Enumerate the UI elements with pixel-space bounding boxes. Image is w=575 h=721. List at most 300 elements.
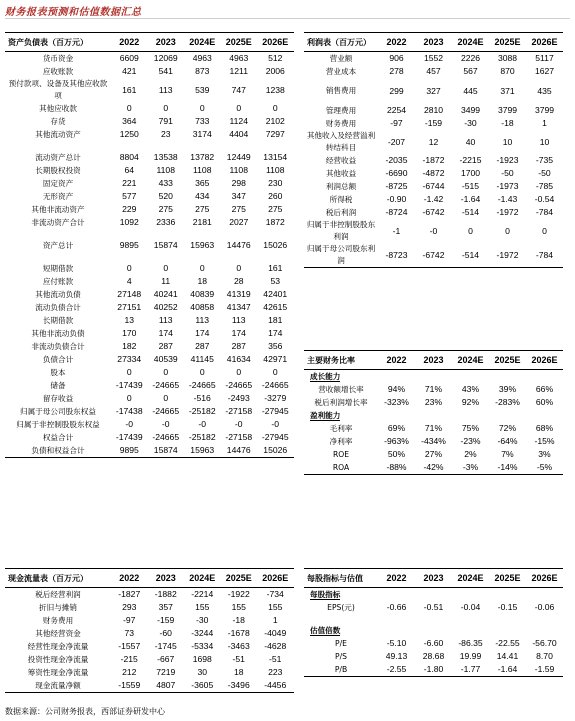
value-cell: 287 (195, 341, 210, 351)
value-cell: 18 (197, 276, 208, 286)
row-label: 长期股权投资 (35, 166, 81, 175)
value-cell: 113 (158, 315, 173, 325)
ratios-grid (304, 350, 563, 474)
value-cell: 15874 (153, 445, 178, 455)
subsection-label: 盈利能力 (310, 411, 341, 420)
value-cell: -1872 (422, 155, 445, 165)
year-header: 2024E (452, 569, 489, 588)
table-row (304, 461, 563, 474)
value-cell: -2214 (191, 589, 214, 599)
value-cell: 170 (122, 328, 137, 338)
table-row (5, 203, 294, 216)
value-cell: 8804 (119, 152, 139, 162)
year-header: 2022 (378, 351, 415, 370)
value-cell: -14% (497, 462, 518, 472)
title-divider (5, 18, 570, 19)
row-label: 财务费用 (42, 616, 74, 625)
value-cell: 357 (158, 602, 173, 612)
row-label: 其他应收款 (39, 104, 77, 113)
value-cell: -64% (497, 436, 518, 446)
value-cell: -1882 (154, 589, 177, 599)
year-header: 2026E (526, 33, 563, 52)
value-cell: 10 (539, 136, 550, 147)
value-cell: 365 (195, 178, 210, 188)
value-cell: -0.51 (423, 602, 444, 612)
table-row (5, 366, 294, 379)
value-cell: -784 (535, 249, 554, 260)
subsection-row (304, 370, 563, 384)
report-title: 财务报表预测和估值数据汇总 (5, 7, 142, 18)
row-label: P/B (334, 665, 348, 674)
value-cell: 299 (389, 86, 404, 96)
income-bottom-rule (304, 267, 563, 268)
value-cell: -22.55 (495, 638, 520, 648)
value-cell: 41634 (226, 354, 251, 364)
table-row (304, 383, 563, 396)
value-cell: 421 (122, 66, 137, 76)
value-cell: -667 (157, 654, 175, 664)
row-label: 利润总额 (325, 182, 357, 191)
value-cell: 2181 (192, 217, 212, 227)
table-row (304, 435, 563, 448)
value-cell: 15963 (190, 240, 215, 250)
table-row (5, 239, 294, 252)
table-row (304, 663, 563, 676)
balance-grid (5, 32, 294, 457)
row-label: 储备 (50, 381, 66, 390)
table-row (5, 115, 294, 128)
value-cell: -6742 (422, 207, 445, 217)
table-row (5, 340, 294, 353)
value-cell: -0.06 (534, 602, 555, 612)
value-cell: -963% (384, 436, 409, 446)
value-cell: 73 (124, 628, 135, 638)
row-label: 归属于母公司股东利润 (306, 244, 376, 265)
table-row (304, 219, 563, 243)
value-cell: 12449 (226, 152, 251, 162)
value-cell: -4456 (264, 680, 287, 690)
value-cell: 9895 (119, 445, 139, 455)
value-cell: -159 (157, 615, 175, 625)
year-header: 2022 (378, 33, 415, 52)
value-cell: -1.80 (423, 664, 444, 674)
table-row (304, 193, 563, 206)
value-cell: -15% (534, 436, 555, 446)
value-cell: 42401 (263, 289, 288, 299)
value-cell: 0 (126, 367, 132, 377)
value-cell: -1922 (227, 589, 250, 599)
value-cell: 287 (231, 341, 246, 351)
value-cell: -3279 (264, 393, 287, 403)
value-cell: 7297 (265, 129, 285, 139)
value-cell: -283% (495, 397, 520, 407)
subsection-heading (304, 588, 563, 602)
value-cell: -50 (538, 168, 551, 178)
year-header: 2025E (489, 33, 526, 52)
value-cell: 4404 (229, 129, 249, 139)
value-cell: -0 (271, 419, 280, 429)
value-cell: 12069 (153, 53, 178, 63)
table-row (5, 392, 294, 405)
value-cell: 347 (231, 191, 246, 201)
value-cell: 181 (268, 315, 283, 325)
value-cell: 64 (124, 165, 135, 175)
value-cell: 3799 (534, 105, 555, 115)
subsection-heading (304, 624, 563, 637)
table-row (5, 65, 294, 78)
value-cell: 41319 (226, 289, 251, 299)
value-cell: 3% (538, 449, 551, 459)
value-cell: -1.77 (460, 664, 481, 674)
value-cell: 161 (268, 263, 283, 273)
row-label: EPS(元) (327, 603, 355, 612)
value-cell: -1972 (496, 249, 519, 260)
value-cell: -3463 (227, 641, 250, 651)
value-cell: 2% (464, 449, 477, 459)
table-row (5, 666, 294, 679)
table-row (5, 151, 294, 164)
value-cell: -159 (424, 118, 443, 128)
spacer-cell (5, 141, 294, 151)
value-cell: 1700 (460, 168, 481, 178)
value-cell: -25182 (188, 406, 216, 416)
value-cell: -27945 (261, 406, 289, 416)
value-cell: -6690 (385, 168, 408, 178)
row-label: 筹资性现金净流量 (27, 668, 89, 677)
ratios-header-row (304, 351, 563, 370)
value-cell: 182 (122, 341, 137, 351)
year-header: 2025E (489, 569, 526, 588)
value-cell: -0 (234, 419, 243, 429)
table-row (5, 444, 294, 457)
value-cell: -24665 (152, 380, 180, 390)
year-header: 2022 (111, 569, 148, 588)
table-row (304, 117, 563, 130)
value-cell: -0.15 (497, 602, 518, 612)
value-cell: 71% (424, 384, 443, 394)
value-cell: 174 (158, 328, 173, 338)
value-cell: 2027 (229, 217, 249, 227)
table-row (304, 78, 563, 104)
value-cell: 577 (122, 191, 137, 201)
value-cell: -17439 (115, 380, 143, 390)
value-cell: 2254 (386, 105, 407, 115)
value-cell: 0 (199, 263, 205, 273)
value-cell: 75% (461, 423, 480, 433)
value-cell: 53 (270, 276, 281, 286)
table-row (5, 353, 294, 366)
value-cell: 15874 (153, 240, 178, 250)
value-cell: 1872 (265, 217, 285, 227)
row-label: 净利率 (329, 437, 353, 446)
cashflow-header-row (5, 569, 294, 588)
value-cell: -1.64 (460, 194, 481, 204)
row-label: 折旧与摊销 (39, 603, 77, 612)
value-cell: 1552 (423, 53, 444, 63)
table-row (5, 216, 294, 229)
value-cell: 873 (195, 66, 210, 76)
subsection-heading (304, 370, 563, 384)
value-cell: 19.99 (459, 651, 482, 661)
value-cell: 50% (387, 449, 406, 459)
value-cell: -8724 (385, 207, 408, 217)
value-cell: -1.64 (497, 664, 518, 674)
row-label: 毛利率 (329, 424, 353, 433)
row-label: 流动资产总计 (35, 153, 81, 162)
value-cell: 4807 (156, 680, 176, 690)
value-cell: 0 (199, 367, 205, 377)
value-cell: 40241 (153, 289, 178, 299)
value-cell: -2215 (459, 155, 482, 165)
value-cell: 15026 (263, 445, 288, 455)
value-cell: -0 (125, 419, 134, 429)
value-cell: -25182 (188, 432, 216, 442)
value-cell: 13782 (190, 152, 215, 162)
value-cell: -24665 (261, 380, 289, 390)
year-header: 2024E (184, 569, 221, 588)
table-row (5, 52, 294, 66)
value-cell: -3496 (227, 680, 250, 690)
value-cell: 41347 (226, 302, 251, 312)
value-cell: -1.42 (423, 194, 444, 204)
value-cell: 733 (195, 116, 210, 126)
value-cell: 39% (498, 384, 517, 394)
row-label: 归属于母公司股东权益 (20, 407, 96, 416)
row-label: 其他流动资产 (35, 130, 81, 139)
value-cell: 2102 (265, 116, 285, 126)
spacer-row (5, 252, 294, 262)
year-header: 2026E (257, 569, 294, 588)
year-header: 2026E (257, 33, 294, 52)
value-cell: 1108 (266, 165, 285, 175)
spacer-row (5, 229, 294, 239)
value-cell: 1124 (229, 116, 248, 126)
row-label: 货币资金 (42, 54, 74, 63)
value-cell: -215 (120, 654, 138, 664)
value-cell: -27945 (261, 432, 289, 442)
table-row (304, 650, 563, 663)
value-cell: 0 (126, 263, 132, 273)
value-cell: -1678 (227, 628, 250, 638)
year-header: 2025E (221, 33, 258, 52)
row-label: 其他收益 (325, 169, 357, 178)
value-cell: 174 (195, 328, 210, 338)
table-row (5, 288, 294, 301)
value-cell: 174 (231, 328, 246, 338)
table-row (304, 396, 563, 409)
subsection-heading (304, 409, 563, 422)
row-label: 投资性现金净流量 (27, 655, 89, 664)
table-row (5, 627, 294, 640)
table-row (304, 637, 563, 650)
row-label: ROA (332, 463, 350, 472)
value-cell: 1108 (156, 165, 175, 175)
value-cell: 567 (463, 66, 478, 76)
value-cell: 3799 (497, 105, 518, 115)
value-cell: 23 (160, 129, 171, 139)
value-cell: 433 (158, 178, 173, 188)
spacer-cell (5, 252, 294, 262)
value-cell: -30 (464, 118, 477, 128)
table-row (304, 601, 563, 614)
subsection-label: 估值倍数 (310, 626, 341, 635)
value-cell: -2.55 (386, 664, 407, 674)
table-row (304, 180, 563, 193)
table-row (5, 327, 294, 340)
table-row (5, 640, 294, 653)
row-label: 其他非流动负债 (31, 329, 85, 338)
value-cell: 791 (158, 116, 173, 126)
income-header-row (304, 33, 563, 52)
value-cell: 230 (268, 178, 283, 188)
value-cell: 1 (542, 118, 547, 128)
income-statement-table (304, 32, 563, 268)
value-cell: -5.10 (386, 638, 407, 648)
value-cell: -207 (387, 136, 406, 147)
row-label: 权益合计 (42, 433, 74, 442)
value-cell: -17439 (115, 432, 143, 442)
value-cell: 1108 (229, 165, 248, 175)
row-label: 所得税 (329, 195, 353, 204)
value-cell: -30 (196, 615, 209, 625)
ratios-header-label: 主要财务比率 (304, 351, 378, 370)
year-header: 2025E (489, 351, 526, 370)
row-label: 负债合计 (42, 355, 74, 364)
balance-bottom-rule (5, 457, 294, 458)
value-cell: -23% (460, 436, 481, 446)
value-cell: 43% (461, 384, 480, 394)
table-row (5, 301, 294, 314)
row-label: 营收额增长率 (318, 385, 364, 394)
value-cell: -27158 (225, 406, 253, 416)
value-cell: -1973 (496, 181, 519, 191)
value-cell: 69% (387, 423, 406, 433)
value-cell: -0.66 (386, 602, 407, 612)
table-row (5, 614, 294, 627)
value-cell: -0.90 (386, 194, 407, 204)
value-cell: 7219 (156, 667, 176, 677)
value-cell: 113 (158, 84, 173, 95)
row-label: 管理费用 (325, 106, 357, 115)
value-cell: -5% (536, 462, 553, 472)
row-label: 其他非流动资产 (31, 205, 85, 214)
value-cell: 4963 (192, 53, 212, 63)
value-cell: -4628 (264, 641, 287, 651)
value-cell: 2226 (460, 53, 481, 63)
value-cell: -6.60 (423, 638, 444, 648)
value-cell: 2006 (265, 66, 285, 76)
value-cell: -24665 (188, 380, 216, 390)
value-cell: 41145 (190, 354, 214, 364)
value-cell: -515 (461, 181, 480, 191)
year-header: 2023 (415, 351, 452, 370)
spacer-cell (304, 614, 563, 624)
value-cell: 8.70 (536, 651, 553, 661)
table-row (5, 190, 294, 203)
value-cell: -1559 (118, 680, 141, 690)
value-cell: -784 (535, 207, 554, 217)
table-row (5, 588, 294, 602)
value-cell: -18 (232, 615, 245, 625)
row-label: 留存收益 (42, 394, 74, 403)
value-cell: 1092 (119, 217, 139, 227)
row-label: 长期借款 (42, 316, 74, 325)
table-row (5, 164, 294, 177)
value-cell: 13 (124, 315, 135, 325)
row-label: 归属于非控制股股东权益 (16, 419, 100, 429)
row-label: 固定资产 (42, 179, 74, 188)
table-row (5, 314, 294, 327)
pershare-grid (304, 568, 563, 676)
table-row (304, 65, 563, 78)
value-cell: -323% (384, 397, 409, 407)
value-cell: 4963 (229, 53, 249, 63)
value-cell: -1745 (154, 641, 177, 651)
value-cell: 14476 (226, 240, 251, 250)
value-cell: -2493 (227, 393, 250, 403)
value-cell: -0 (161, 419, 170, 429)
table-row (5, 379, 294, 392)
value-cell: 11 (161, 276, 171, 286)
value-cell: -434% (421, 436, 446, 446)
subsection-label: 每股指标 (310, 590, 341, 599)
row-label: 无形资产 (42, 192, 74, 201)
value-cell: 435 (537, 86, 552, 96)
value-cell: -24665 (152, 406, 180, 416)
cashflow-bottom-rule (5, 692, 294, 693)
cashflow-grid (5, 568, 294, 692)
table-row (304, 104, 563, 117)
row-label: 非流动负债合计 (31, 342, 85, 351)
value-cell: 42615 (263, 302, 288, 312)
row-label: 营业成本 (325, 67, 357, 76)
value-cell: 1627 (534, 66, 555, 76)
balance-sheet-table (5, 32, 294, 458)
value-cell: 9895 (119, 240, 139, 250)
value-cell: 539 (195, 84, 210, 95)
year-header: 2023 (415, 569, 452, 588)
value-cell: 275 (268, 204, 283, 214)
value-cell: 520 (158, 191, 173, 201)
value-cell: 0 (163, 367, 169, 377)
value-cell: 15026 (263, 240, 288, 250)
value-cell: 906 (389, 53, 404, 63)
value-cell: 3499 (460, 105, 481, 115)
table-row (5, 405, 294, 418)
value-cell: -8725 (385, 181, 408, 191)
value-cell: 0 (163, 393, 169, 403)
value-cell: -1923 (496, 155, 519, 165)
cashflow-header-label: 现金流量表（百万元） (5, 569, 111, 588)
value-cell: -785 (535, 181, 554, 191)
ratios-bottom-rule (304, 474, 563, 475)
value-cell: 0 (236, 367, 242, 377)
balance-header-row (5, 33, 294, 52)
table-row (304, 130, 563, 154)
value-cell: 229 (122, 204, 137, 214)
value-cell: 23% (424, 397, 443, 407)
value-cell: 14.41 (496, 651, 519, 661)
row-label: P/S (335, 652, 347, 661)
value-cell: 66% (535, 384, 554, 394)
value-cell: 0 (236, 263, 242, 273)
value-cell: 113 (231, 315, 246, 325)
row-label: 税后经营利润 (35, 590, 81, 599)
value-cell: 0 (126, 393, 132, 403)
value-cell: 371 (500, 86, 515, 96)
value-cell: 155 (195, 602, 210, 612)
value-cell: 27334 (117, 354, 142, 364)
